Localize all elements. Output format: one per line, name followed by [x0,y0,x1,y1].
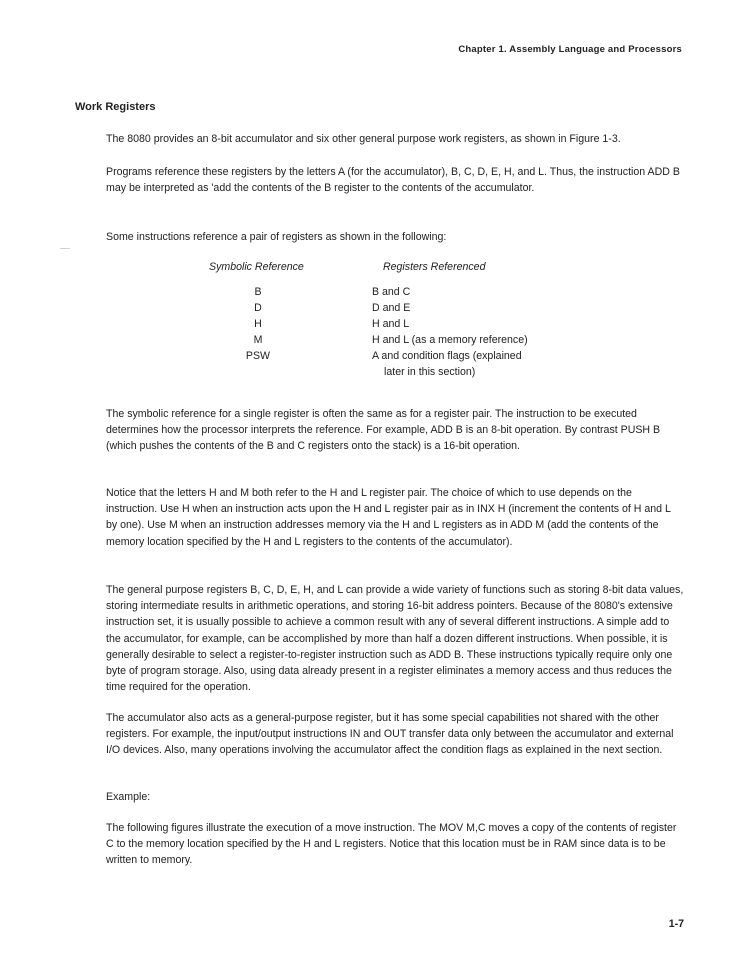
table-row [198,300,558,316]
table-header [198,261,558,273]
symbol-cell: M [253,334,263,346]
paragraph-general-purpose-registers: The general purpose registers B, C, D, E, H, and L can provide a wide variety of functions such as storing 8-bit data values, storing intermediate results in arithmetic operations, and storing 16-bit address pointers. Because of the 8080's extensive instruction set, it is usually possible to achieve a common result with any of several different instructions. A simple add to the accumulator, for example, can be accomplished by more than half a dozen different instructions. When possible, it is generally desirable to select a register-to-register instruction such as ADD B. These instructions typically require only one byte of program storage. Also, using data already present in a register eliminates a memory access and thus reduces the time required for the operation. [106,584,684,694]
registers-cell: D and E [372,302,411,314]
table-row-continuation [198,364,558,380]
registers-cell: B and C [372,286,411,298]
registers-cell: H and L (as a memory reference) [372,334,528,346]
table-row [198,284,558,300]
running-header: Chapter 1. Assembly Language and Processors [458,44,682,55]
table-row [198,348,558,364]
column-header-registers: Registers Referenced [383,261,486,273]
registers-cell-continuation: later in this section) [384,366,476,378]
paragraph-accumulator: The accumulator also acts as a general-purpose register, but it has some special capabilities not shared with the other registers. For example, the input/output instructions IN and OUT transfer data only between the accumulator and external I/O devices. Also, many operations involving the accumulator affect the condition flags as explained in the next section. [106,712,674,757]
margin-mark [60,248,70,249]
paragraph-move-instruction: The following figures illustrate the execution of a move instruction. The MOV M,C moves a copy of the contents of register C to the memory location specified by the H and L registers. Notice that this location must be in RAM since data is to be written to memory. [106,822,677,867]
symbol-cell: B [254,286,262,298]
paragraph-register-letters: Programs reference these registers by the letters A (for the accumulator), B, C, D, E, H, and L. Thus, the instruction ADD B may be interpreted as 'add the contents of the B register to the contents of the accumulator. [106,166,680,195]
symbol-cell: PSW [245,350,271,362]
registers-cell: A and condition flags (explained [372,350,522,362]
paragraph-intro: The 8080 provides an 8-bit accumulator and six other general purpose work registers, as shown in Figure 1-3. [106,133,621,145]
paragraph-symbolic-reference: The symbolic reference for a single register is often the same as for a register pair. The instruction to be executed determines how the processor interprets the reference. For example, ADD B is an 8-bit operation. By contrast PUSH B (which pushes the contents of the B and C registers onto the stack) is a 16-bit operation. [106,408,661,453]
paragraph-example-label: Example: [106,791,151,803]
column-header-symbolic: Symbolic Reference [209,261,304,273]
section-heading: Work Registers [75,101,156,113]
symbol-cell: H [254,318,262,330]
table-row [198,332,558,348]
paragraph-register-pairs-intro: Some instructions reference a pair of registers as shown in the following: [106,231,447,243]
paragraph-h-and-m: Notice that the letters H and M both refer to the H and L register pair. The choice of which to use depends on the instruction. Use H when an instruction acts upon the H and L register pair as in INX H (increment the contents of H and L by one). Use M when an instruction addresses memory via the H and L registers as in ADD M (add the contents of the memory location specified by the H and L registers to the contents of the accumulator). [106,487,671,548]
registers-cell: H and L [372,318,410,330]
table-row [198,316,558,332]
symbol-cell: D [254,302,262,314]
register-pair-table [198,261,558,380]
page-number: 1-7 [668,918,684,930]
